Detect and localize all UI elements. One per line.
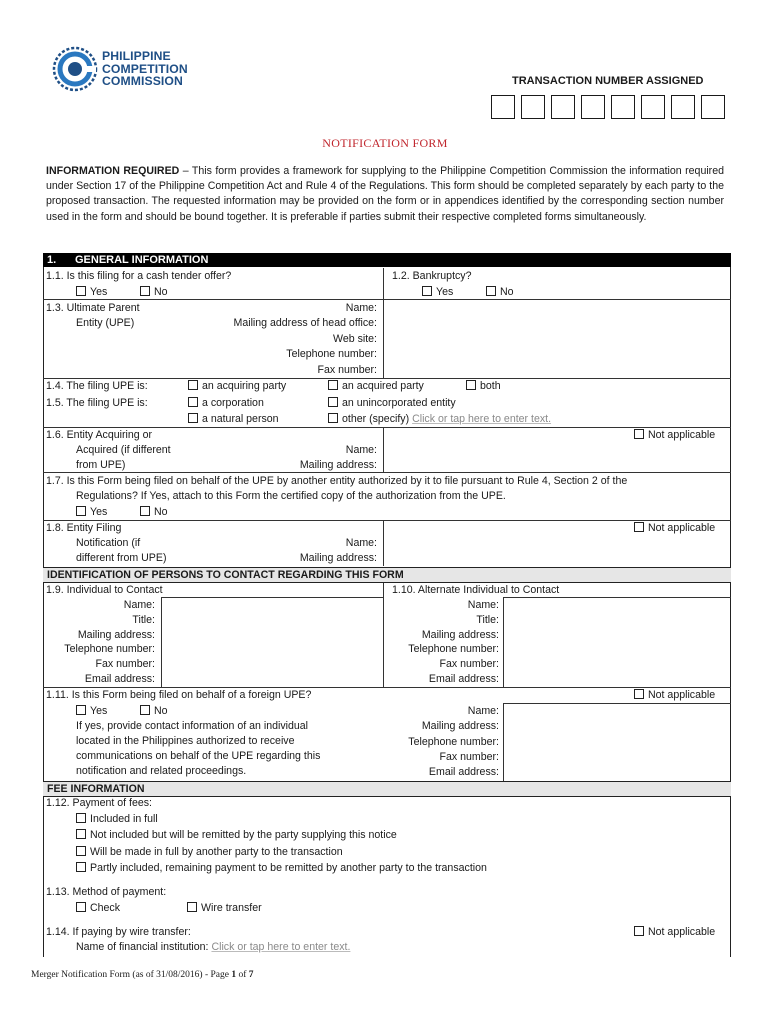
q1-8-label-2: Notification (if (76, 537, 141, 549)
opt-not-included[interactable]: Not included but will be remitted by the party supplying this notice (76, 829, 397, 841)
foreign-contact-mailing-label: Mailing address: (421, 720, 499, 732)
q1-14-label: 1.14. If paying by wire transfer: (46, 926, 191, 938)
checkbox[interactable] (486, 286, 496, 296)
intro-paragraph (46, 164, 724, 225)
page-footer: Merger Notification Form (as of 31/08/2016) - Page 1 of 7 (31, 970, 254, 980)
checkbox[interactable] (634, 429, 644, 439)
q1-9-label: 1.9. Individual to Contact (46, 584, 163, 596)
opt-corporation[interactable]: a corporation (188, 397, 264, 409)
q1-7-no[interactable]: No (140, 506, 168, 518)
q1-11-desc: If yes, provide contact information of an individual (76, 720, 309, 732)
q1-8-label: 1.8. Entity Filing (46, 522, 122, 534)
checkbox[interactable] (140, 506, 150, 516)
contact-telephone-label: Telephone number: (64, 643, 155, 655)
section-general-information-header: 1. GENERAL INFORMATION (43, 253, 731, 267)
q1-11-desc-3: communications on behalf of the UPE regarding this (76, 750, 321, 762)
checkbox[interactable] (76, 286, 86, 296)
opt-included-in-full[interactable]: Included in full (76, 813, 158, 825)
q1-3-label-2: Entity (UPE) (76, 317, 135, 329)
checkbox[interactable] (328, 380, 338, 390)
q1-11-no[interactable]: No (140, 705, 168, 717)
opt-other-party[interactable]: Will be made in full by another party to the transaction (76, 846, 343, 858)
checkbox[interactable] (76, 829, 86, 839)
opt-acquired-party[interactable]: an acquired party (328, 380, 424, 392)
entity-mailing-label: Mailing address: (299, 459, 377, 471)
entity-name-label: Name: (345, 444, 377, 456)
upe-name-label: Name: (345, 302, 377, 314)
checkbox[interactable] (140, 705, 150, 715)
q1-7-label-2: Regulations? If Yes, attach to this Form the certified copy of the authorization from the UPE. (76, 490, 506, 502)
q1-7-label: 1.7. Is this Form being filed on behalf of the UPE by another entity authorized by it to file pursuant to Rule 4, Section 2 of the (46, 475, 628, 487)
checkbox[interactable] (634, 689, 644, 699)
checkbox[interactable] (328, 397, 338, 407)
transaction-digit-box[interactable] (491, 95, 515, 119)
alt-contact-mailing-label: Mailing address: (421, 629, 499, 641)
checkbox[interactable] (187, 902, 197, 912)
checkbox[interactable] (76, 846, 86, 856)
transaction-digit-box[interactable] (671, 95, 695, 119)
page-total: 7 (248, 970, 254, 980)
financial-institution-input[interactable]: Click or tap here to enter text. (211, 941, 351, 953)
checkbox[interactable] (76, 902, 86, 912)
opt-both[interactable]: both (466, 380, 501, 392)
alt-contact-email-label: Email address: (428, 673, 499, 685)
checkbox[interactable] (76, 813, 86, 823)
alt-contact-title-label: Title: (476, 614, 499, 626)
page-number: 1 (231, 970, 237, 980)
q1-7-yes[interactable]: Yes (76, 506, 107, 518)
q1-3-label: 1.3. Ultimate Parent (46, 302, 140, 314)
opt-natural-person[interactable]: a natural person (188, 413, 279, 425)
checkbox[interactable] (422, 286, 432, 296)
q1-8-not-applicable[interactable]: Not applicable (634, 522, 715, 534)
org-name: PHILIPPINE COMPETITION COMMISSION (102, 49, 188, 88)
pcc-logo-icon (52, 46, 98, 92)
transaction-digit-box[interactable] (611, 95, 635, 119)
contact-email-label: Email address: (84, 673, 155, 685)
checkbox[interactable] (140, 286, 150, 296)
q1-1-yes[interactable]: Yes (76, 286, 107, 298)
q1-6-label-2: Acquired (if different (76, 444, 171, 456)
q1-6-not-applicable[interactable]: Not applicable (634, 429, 715, 441)
alt-contact-telephone-label: Telephone number: (408, 643, 499, 655)
q1-5-label: 1.5. The filing UPE is: (46, 397, 148, 409)
q1-6-label-3: from UPE) (76, 459, 126, 471)
section-fee-header: FEE INFORMATION (43, 781, 731, 797)
checkbox[interactable] (188, 380, 198, 390)
contact-fax-label: Fax number: (95, 658, 155, 670)
foreign-contact-fax-label: Fax number: (439, 751, 499, 763)
opt-acquiring-party[interactable]: an acquiring party (188, 380, 286, 392)
q1-1-no[interactable]: No (140, 286, 168, 298)
checkbox[interactable] (76, 705, 86, 715)
transaction-digit-box[interactable] (581, 95, 605, 119)
checkbox[interactable] (188, 397, 198, 407)
opt-unincorporated[interactable]: an unincorporated entity (328, 397, 456, 409)
financial-institution-row (76, 941, 350, 953)
transaction-digit-box[interactable] (701, 95, 725, 119)
transaction-number-label: TRANSACTION NUMBER ASSIGNED (512, 75, 704, 87)
q1-12-label: 1.12. Payment of fees: (46, 797, 152, 809)
opt-check[interactable]: Check (76, 902, 120, 914)
q1-1-label: 1.1. Is this filing for a cash tender offer? (46, 270, 232, 282)
contact-name-label: Name: (123, 599, 155, 611)
checkbox[interactable] (634, 522, 644, 532)
checkbox[interactable] (634, 926, 644, 936)
transaction-digit-box[interactable] (641, 95, 665, 119)
checkbox[interactable] (76, 506, 86, 516)
transaction-number-boxes[interactable] (491, 95, 725, 119)
opt-wire-transfer[interactable]: Wire transfer (187, 902, 262, 914)
transaction-digit-box[interactable] (551, 95, 575, 119)
transaction-digit-box[interactable] (521, 95, 545, 119)
filing-entity-name-label: Name: (345, 537, 377, 549)
section-contacts-header: IDENTIFICATION OF PERSONS TO CONTACT REGARDING THIS FORM (43, 567, 731, 583)
q1-11-desc-2: located in the Philippines authorized to receive (76, 735, 295, 747)
q1-2-no[interactable]: No (486, 286, 514, 298)
upe-mailing-label: Mailing address of head office: (233, 317, 377, 329)
alt-contact-name-label: Name: (467, 599, 499, 611)
intro-body: – This form provides a framework for supplying to the Philippine Competition Commission the information required under Section 17 of the Philippine Competition Act and Rule 4 of the Regulations. This form should be completed separately by each party to the proposed transaction. The requested information may be provided on the form or in appendices identified by the corresponding section number used in the form and should be bound together. It is preferable if parties submit their respective completed forms simultaneously. (46, 165, 724, 223)
filing-entity-mailing-label: Mailing address: (299, 552, 377, 564)
q1-11-not-applicable[interactable]: Not applicable (634, 689, 715, 701)
upe-website-label: Web site: (333, 333, 377, 345)
q1-2-yes[interactable]: Yes (422, 286, 453, 298)
intro-lead: INFORMATION REQUIRED (46, 165, 180, 177)
q1-4-label: 1.4. The filing UPE is: (46, 380, 148, 392)
financial-institution-label: Name of financial institution: (76, 941, 209, 953)
opt-other[interactable]: other (specify) Click or tap here to enter text. (328, 413, 551, 425)
form-title: NOTIFICATION FORM (322, 136, 448, 150)
q1-11-yes[interactable]: Yes (76, 705, 107, 717)
checkbox[interactable] (466, 380, 476, 390)
alt-contact-fax-label: Fax number: (439, 658, 499, 670)
foreign-contact-name-label: Name: (467, 705, 499, 717)
q1-8-label-3: different from UPE) (76, 552, 167, 564)
foreign-contact-email-label: Email address: (428, 766, 499, 778)
checkbox[interactable] (328, 413, 338, 423)
q1-10-label: 1.10. Alternate Individual to Contact (392, 584, 560, 596)
foreign-contact-telephone-label: Telephone number: (408, 736, 499, 748)
checkbox[interactable] (76, 862, 86, 872)
q1-6-label: 1.6. Entity Acquiring or (46, 429, 152, 441)
contact-title-label: Title: (132, 614, 155, 626)
q1-11-desc-4: notification and related proceedings. (76, 765, 247, 777)
checkbox[interactable] (188, 413, 198, 423)
q1-13-label: 1.13. Method of payment: (46, 886, 167, 898)
q1-11-label: 1.11. Is this Form being filed on behalf of a foreign UPE? (46, 689, 312, 701)
other-specify-input[interactable]: Click or tap here to enter text. (412, 413, 552, 425)
upe-telephone-label: Telephone number: (286, 348, 377, 360)
opt-partly-included[interactable]: Partly included, remaining payment to be remitted by another party to the transaction (76, 862, 487, 874)
upe-fax-label: Fax number: (317, 364, 377, 376)
contact-mailing-label: Mailing address: (77, 629, 155, 641)
q1-14-not-applicable[interactable]: Not applicable (634, 926, 715, 938)
q1-2-label: 1.2. Bankruptcy? (392, 270, 472, 282)
pcc-logo (52, 44, 212, 96)
